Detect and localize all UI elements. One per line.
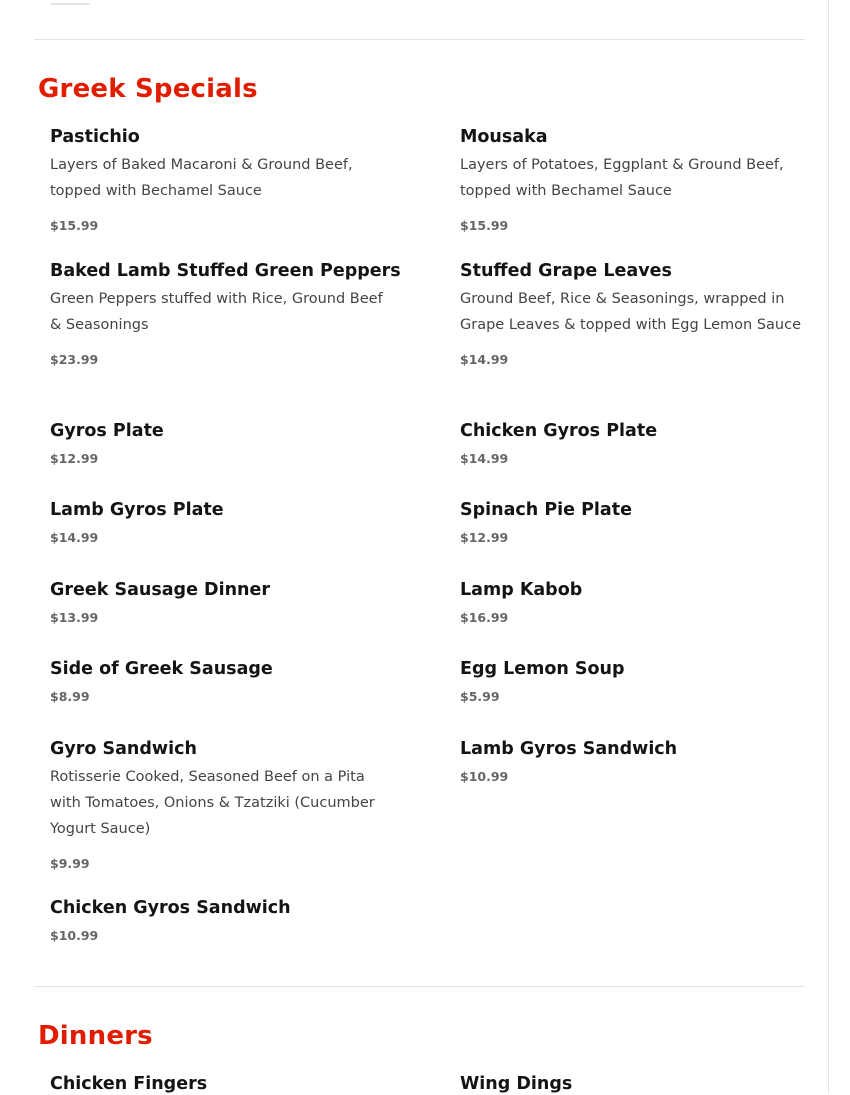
page-right-border [828,0,829,1094]
menu-item-greek-sausage-dinner[interactable] [50,579,395,626]
menu-item-name: Gyros Plate [50,421,164,441]
menu-item-egg-lemon-soup[interactable] [460,658,805,705]
menu-item-price: $12.99 [50,451,99,466]
menu-item-name: Chicken Fingers [50,1074,208,1094]
menu-item-price: $13.99 [50,610,99,625]
menu-item-name: Lamp Kabob [460,580,583,600]
menu-item-lamb-gyros-plate[interactable] [50,499,395,546]
menu-item-description: Rotisserie Cooked, Seasoned Beef on a Pita with Tomatoes, Onions & Tzatziki (Cucumber Yogurt Sauce) [50,769,375,837]
menu-item-lamb-gyros-sandwich[interactable] [460,738,805,785]
menu-item-price: $14.99 [460,451,509,466]
menu-item-chicken-fingers[interactable] [50,1073,395,1095]
menu-item-price: $15.99 [460,218,509,233]
section-title: Greek Specials [38,74,258,104]
menu-item-price: $5.99 [460,689,500,704]
menu-item-description: Layers of Baked Macaroni & Ground Beef, topped with Bechamel Sauce [50,157,353,199]
menu-item-name: Pastichio [50,127,140,147]
menu-item-name: Baked Lamb Stuffed Green Peppers [50,261,401,281]
menu-item-name: Gyro Sandwich [50,739,197,759]
menu-item-baked-lamb-stuffed-green-peppers[interactable] [50,260,401,368]
menu-item-chicken-gyros-plate[interactable] [460,420,805,467]
menu-item-name: Egg Lemon Soup [460,659,625,679]
menu-item-name: Greek Sausage Dinner [50,580,270,600]
menu-item-name: Wing Dings [460,1074,573,1094]
menu-item-name: Mousaka [460,127,548,147]
menu-item-pastichio[interactable] [50,126,395,234]
section-divider [34,986,805,987]
section-title: Dinners [38,1021,153,1051]
menu-item-name: Stuffed Grape Leaves [460,261,672,281]
menu-item-gyro-sandwich[interactable] [50,738,395,872]
menu-item-price: $23.99 [50,352,99,367]
menu-item-name: Chicken Gyros Sandwich [50,898,291,918]
menu-item-price: $9.99 [50,856,90,871]
menu-item-name: Chicken Gyros Plate [460,421,658,441]
menu-item-side-of-greek-sausage[interactable] [50,658,395,705]
menu-item-stuffed-grape-leaves[interactable] [460,260,805,368]
menu-item-gyros-plate[interactable] [50,420,395,467]
menu-item-spinach-pie-plate[interactable] [460,499,805,546]
section-divider-top [34,39,805,40]
menu-item-mousaka[interactable] [460,126,805,234]
menu-item-price: $15.99 [50,218,99,233]
menu-item-price: $12.99 [460,530,509,545]
menu-item-lamp-kabob[interactable] [460,579,805,626]
menu-item-price: $14.99 [50,530,99,545]
menu-item-name: Side of Greek Sausage [50,659,273,679]
menu-item-description: Layers of Potatoes, Eggplant & Ground Beef, topped with Bechamel Sauce [460,157,784,199]
previous-item-fragment [50,0,90,5]
menu-item-price: $16.99 [460,610,509,625]
menu-item-name: Lamb Gyros Sandwich [460,739,678,759]
menu-item-description: Green Peppers stuffed with Rice, Ground Beef & Seasonings [50,291,383,333]
menu-item-name: Lamb Gyros Plate [50,500,224,520]
menu-item-price: $10.99 [50,928,99,943]
menu-item-name: Spinach Pie Plate [460,500,632,520]
menu-item-price: $10.99 [460,769,509,784]
menu-item-chicken-gyros-sandwich[interactable] [50,897,395,944]
menu-item-price: $8.99 [50,689,90,704]
menu-item-price: $14.99 [460,352,509,367]
menu-item-description: Ground Beef, Rice & Seasonings, wrapped in Grape Leaves & topped with Egg Lemon Sauce [460,291,801,333]
menu-item-wing-dings[interactable] [460,1073,805,1095]
